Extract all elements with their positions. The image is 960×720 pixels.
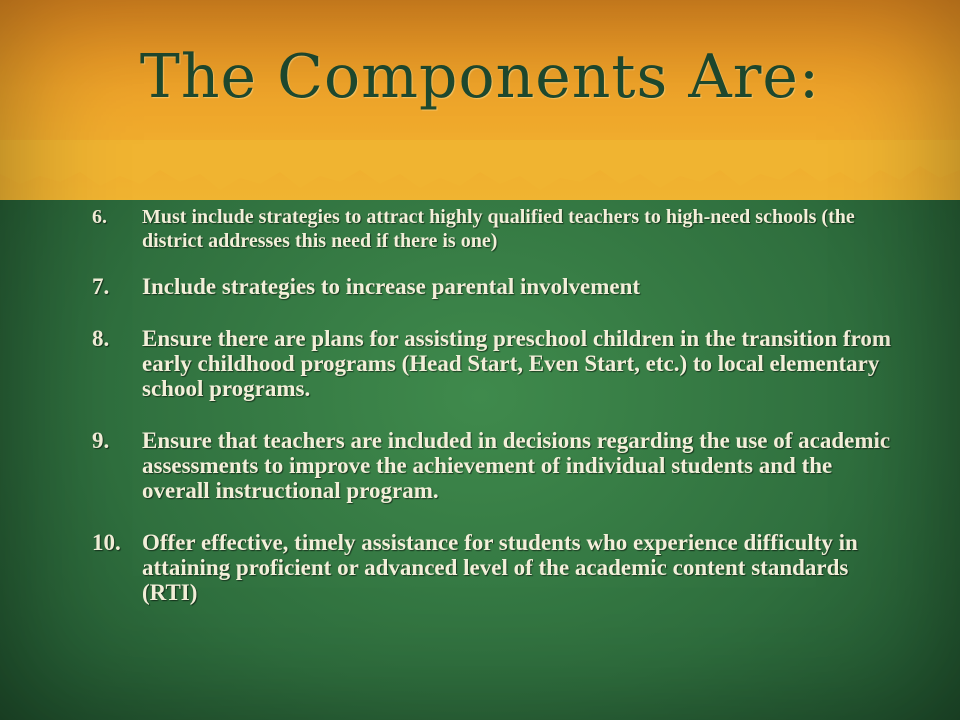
- torn-paper-edge: [0, 140, 960, 210]
- list-item-number: 9.: [92, 428, 110, 453]
- slide-title: The Components Are:: [139, 42, 821, 112]
- components-list: [92, 205, 892, 605]
- list-item: [92, 273, 892, 300]
- list-item-text: Ensure there are plans for assisting preschool children in the transition from early childhood programs (Head Start, Even Start, etc.) to local elementary school programs.: [142, 326, 892, 401]
- list-item-text: Must include strategies to attract highly qualified teachers to high-need schools (the district addresses this need if there is one): [142, 206, 855, 252]
- list-item-number: 7.: [92, 274, 110, 299]
- list-item: [92, 428, 892, 503]
- list-item: [92, 530, 892, 605]
- list-item-text: Include strategies to increase parental involvement: [142, 274, 641, 299]
- list-item: [92, 326, 892, 401]
- list-item-number: 10.: [92, 530, 121, 555]
- list-item-text: Offer effective, timely assistance for students who experience difficulty in attaining proficient or advanced level of the academic content standards (RTI): [142, 530, 858, 605]
- list-item: [92, 205, 892, 253]
- list-item-number: 6.: [92, 206, 107, 228]
- list-item-number: 8.: [92, 326, 110, 351]
- list-item-text: Ensure that teachers are included in decisions regarding the use of academic assessments to improve the achievement of individual students and the overall instructional program.: [142, 428, 891, 503]
